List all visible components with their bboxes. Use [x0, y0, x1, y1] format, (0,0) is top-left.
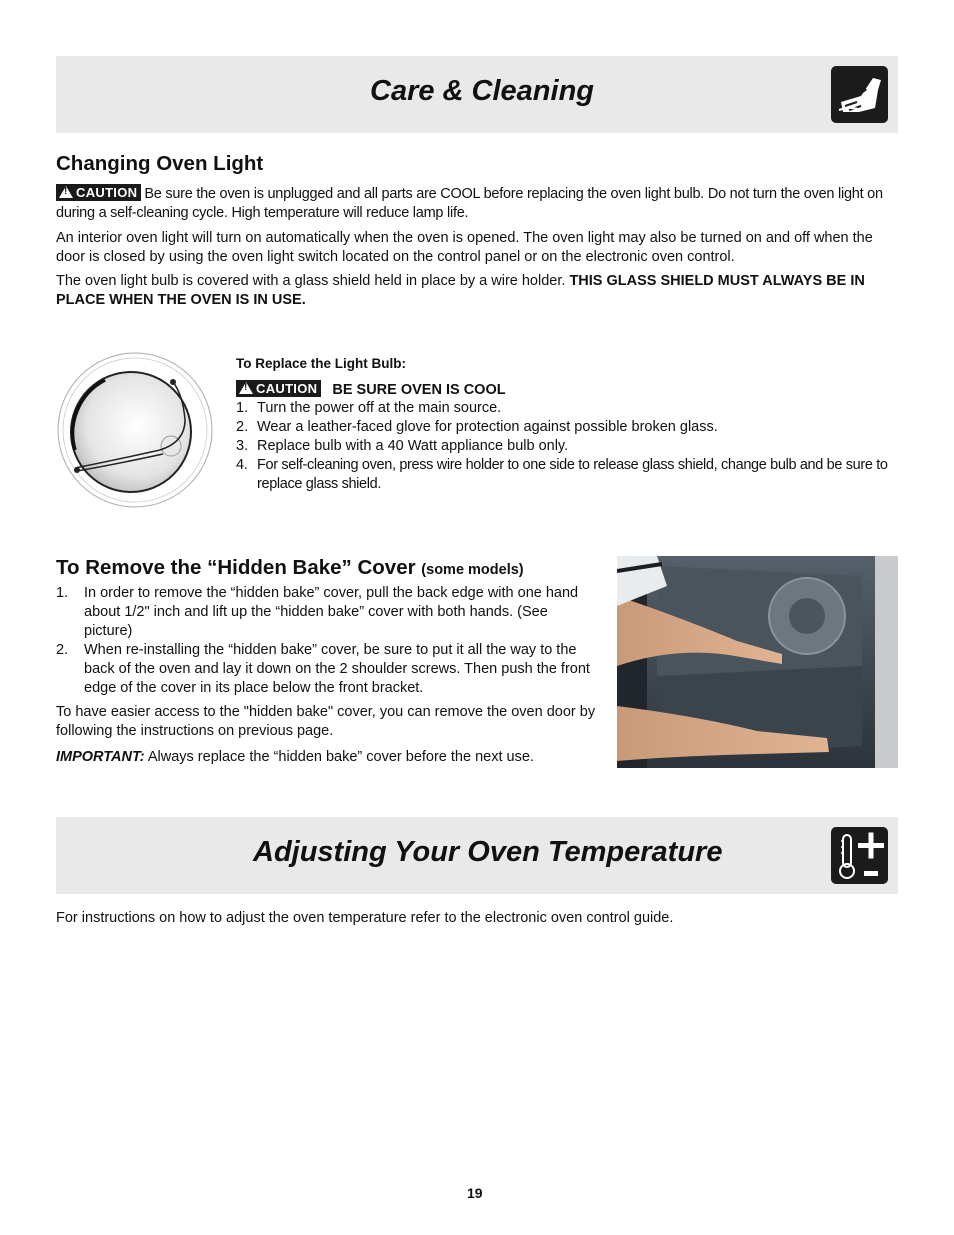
- page-number: 19: [467, 1185, 483, 1201]
- warning-triangle-icon: [59, 186, 73, 198]
- step-number: 3.: [236, 438, 249, 454]
- hidden-bake-paragraph: To have easier access to the "hidden bake" cover, you can remove the oven door by following the instructions on previous page.: [56, 704, 596, 739]
- list-item: [56, 641, 596, 698]
- oven-interior-photo: [617, 556, 898, 768]
- hidden-bake-steps: [56, 584, 596, 698]
- step-number: 2.: [236, 419, 249, 435]
- important-note: [56, 748, 596, 767]
- temperature-instructions: For instructions on how to adjust the oven temperature refer to the electronic oven control guide.: [56, 910, 674, 926]
- caution-label: CAUTION: [76, 185, 138, 200]
- caution-badge: [56, 184, 141, 201]
- list-item: [56, 584, 596, 641]
- step-number: 2.: [56, 642, 69, 658]
- list-item: [236, 418, 899, 437]
- step-text: Replace bulb with a 40 Watt appliance bulb only.: [257, 438, 569, 454]
- paragraph-3-text: The oven light bulb is covered with a glass shield held in place by a wire holder.: [56, 273, 566, 289]
- step-text: Turn the power off at the main source.: [257, 400, 502, 416]
- step-text: Wear a leather-faced glove for protection against possible broken glass.: [257, 419, 718, 435]
- step-text: In order to remove the “hidden bake” cover, pull the back edge with one hand about 1/2" inch and lift up the “hidden bake” cover with both hands. (See picture): [84, 585, 579, 639]
- hidden-bake-heading: [56, 556, 524, 582]
- caution-text: Be sure the oven is unplugged and all parts are COOL before replacing the oven light bulb. Do not turn the oven light on during a self-cleaning cycle. High temperature will reduce lamp life.: [56, 186, 883, 221]
- hidden-bake-heading-text: To Remove the “Hidden Bake” Cover: [56, 556, 416, 579]
- caution-badge-2: [236, 380, 321, 397]
- list-item: [236, 399, 899, 418]
- replace-bulb-heading: To Replace the Light Bulb:: [236, 356, 406, 371]
- light-bulb-shield-illustration: [55, 350, 215, 510]
- list-item: [236, 456, 899, 494]
- step-text: For self-cleaning oven, press wire holder to one side to release glass shield, change bulb and be sure to replace glass shield.: [257, 457, 888, 492]
- step-text: When re-installing the “hidden bake” cover, be sure to put it all the way to the back of the oven and lay it down on the 2 shoulder screws. Then push the front edge of the cover in its place below the front bracket.: [84, 642, 590, 696]
- changing-oven-light-heading: Changing Oven Light: [56, 152, 264, 175]
- thermometer-plus-minus-icon: [831, 827, 888, 884]
- step-number: 1.: [56, 585, 69, 601]
- replace-caution-text: BE SURE OVEN IS COOL: [332, 382, 506, 398]
- warning-triangle-icon: [239, 382, 253, 394]
- care-cleaning-banner: [56, 56, 898, 133]
- caution-label: CAUTION: [256, 381, 318, 396]
- replace-bulb-steps: [236, 399, 899, 494]
- oven-temperature-banner: [56, 817, 898, 894]
- hand-cleaning-icon: [831, 66, 888, 123]
- list-item: [236, 437, 899, 456]
- important-text: Always replace the “hidden bake” cover before the next use.: [147, 749, 534, 765]
- replace-bulb-caution: [236, 380, 506, 400]
- oven-light-caution-paragraph: [56, 184, 898, 223]
- paragraph-3-bold-warning: THIS GLASS SHIELD MUST ALWAYS BE IN PLACE WHEN THE OVEN IS IN USE.: [56, 273, 865, 308]
- step-number: 1.: [236, 400, 249, 416]
- page-title: Care & Cleaning: [370, 75, 594, 107]
- temperature-title: Adjusting Your Oven Temperature: [253, 836, 723, 868]
- oven-light-paragraph-3: [56, 272, 898, 310]
- step-number: 4.: [236, 457, 248, 473]
- important-label: IMPORTANT:: [56, 749, 145, 765]
- oven-light-paragraph-2: An interior oven light will turn on automatically when the oven is opened. The oven light may also be turned on and off when the door is closed by using the oven light switch located on the control panel or on the electronic oven control.: [56, 230, 873, 265]
- hidden-bake-heading-note: (some models): [421, 562, 524, 578]
